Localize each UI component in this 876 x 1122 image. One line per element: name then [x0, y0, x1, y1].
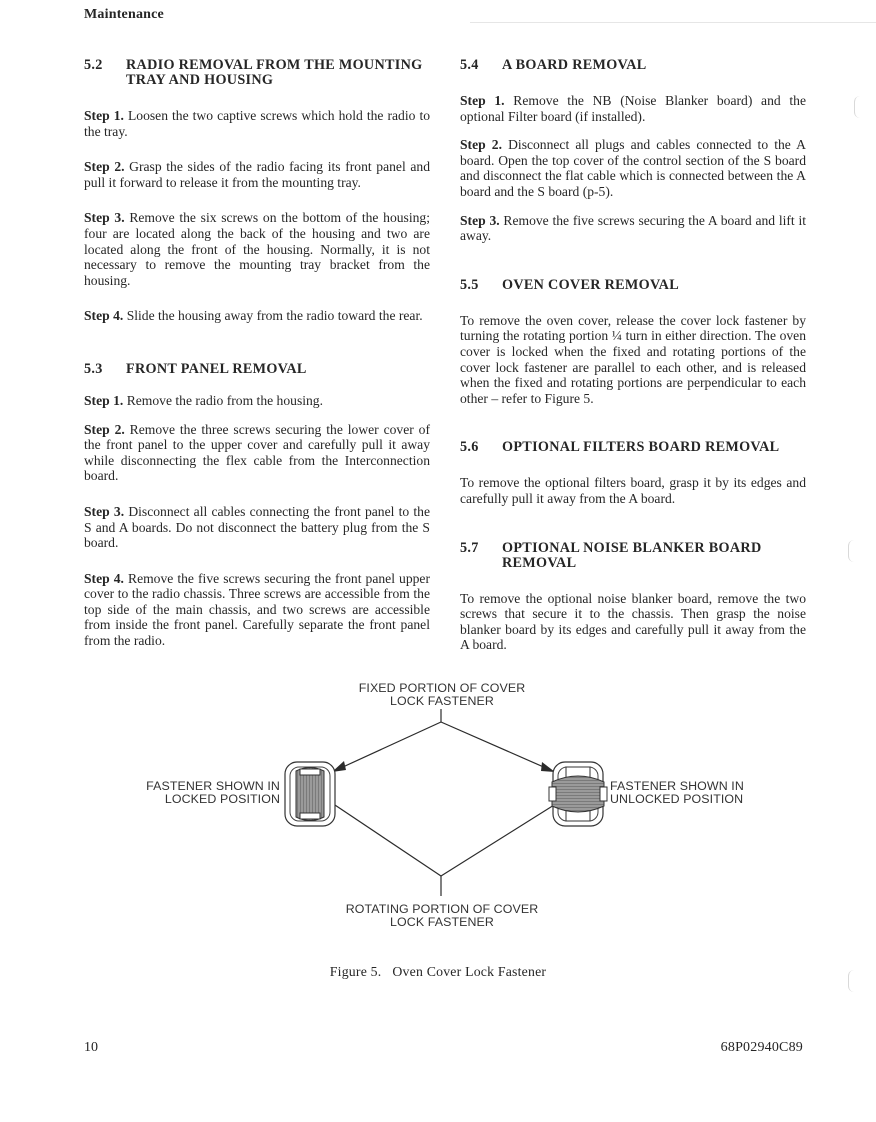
label-line: UNLOCKED POSITION: [610, 792, 744, 806]
label-rotating-portion: [326, 903, 558, 929]
arrowheads: [311, 761, 580, 799]
step-text: Remove the three screws securing the lower cover of the front panel to the upper cover and carefully pull it away while disconnecting the flex cable from the Interconnection board.: [84, 421, 430, 484]
label-unlocked-position: [610, 780, 770, 806]
section-5-5-heading: [460, 278, 806, 293]
margin-mark: [848, 540, 855, 562]
section-paragraph: To remove the oven cover, release the cover lock fastener by turning the rotating portion ¼ turn in either direction. The oven cover is locked when the fixed and rotating portions of the cover lock fastener are parallel to each other, and is released when the fixed and rotating portions are perpendicular to each other – refer to Figure 5.: [460, 312, 806, 406]
label-line: FASTENER SHOWN IN: [146, 779, 280, 793]
label-fixed-portion: [342, 682, 542, 708]
label-line: FIXED PORTION OF COVER: [358, 681, 526, 695]
step: [84, 393, 430, 409]
section-paragraph: To remove the optional noise blanker board, remove the two screws that secure it to the chassis. Then grasp the noise blanker board by its edges and carefully pull it away from the A board.: [460, 590, 806, 653]
section-number: 5.6: [460, 439, 479, 456]
step: [84, 108, 430, 139]
section-number: 5.7: [460, 539, 479, 556]
step-text: Loosen the two captive screws which hold the radio to the tray.: [84, 108, 431, 139]
document-code: 68P02940C89: [720, 1040, 803, 1055]
unlocked-fastener: [549, 762, 607, 826]
step-text: Remove the NB (Noise Blanker board) and the optional Filter board (if installed).: [460, 93, 806, 124]
step: [84, 504, 430, 551]
step-label: Step 4.: [84, 570, 124, 586]
section-5-6-heading: [460, 440, 806, 455]
step: [84, 571, 430, 649]
step-text: Grasp the sides of the radio facing its front panel and pull it forward to release it from the mounting tray.: [84, 159, 430, 190]
step-text: Slide the housing away from the radio toward the rear.: [126, 308, 423, 324]
right-column: [460, 58, 806, 653]
section-header-label: Maintenance: [84, 7, 164, 22]
label-line: LOCK FASTENER: [390, 915, 494, 929]
leader-lines: [314, 709, 578, 896]
step: [460, 137, 806, 199]
step-label: Step 3.: [460, 212, 500, 228]
step-text: Remove the five screws securing the front panel upper cover to the radio chassis. Three screws are accessible from the top side of the main chassis, and two screws are accessible from inside the front panel. Carefully separate the front panel from the radio.: [84, 570, 430, 649]
step-label: Step 4.: [84, 308, 124, 324]
section-title: FRONT PANEL REMOVAL: [126, 360, 307, 377]
step-label: Step 1.: [84, 108, 124, 123]
label-line: ROTATING PORTION OF COVER: [345, 902, 539, 916]
section-5-4-heading: [460, 58, 806, 73]
step-label: Step 1.: [84, 392, 124, 408]
step-text: Remove the radio from the housing.: [126, 392, 324, 408]
label-line: LOCK FASTENER: [390, 694, 494, 708]
step-label: Step 3.: [84, 503, 125, 519]
section-number: 5.5: [460, 276, 479, 293]
step-label: Step 2.: [460, 137, 502, 153]
section-title: RADIO REMOVAL FROM THE MOUNTING TRAY AND HOUSING: [126, 57, 423, 88]
margin-mark: [854, 96, 861, 118]
step-text: Disconnect all plugs and cables connected to the A board. Open the top cover of the control section of the S board and disconnect the flat cable which is connected between the A board and the S board (p-5).: [460, 137, 807, 199]
step: [84, 159, 430, 190]
step-text: Disconnect all cables connecting the front panel to the S and A boards. Do not disconnect the battery plug from the S board.: [84, 503, 430, 551]
figure-caption: Figure 5. Oven Cover Lock Fastener: [329, 964, 547, 979]
step-label: Step 2.: [84, 159, 125, 175]
page-number: 10: [84, 1040, 98, 1055]
section-paragraph: To remove the optional filters board, grasp it by its edges and carefully pull it away from the A board.: [460, 475, 806, 506]
step: [84, 308, 430, 324]
section-title: OPTIONAL FILTERS BOARD REMOVAL: [502, 439, 780, 456]
left-column: [84, 58, 430, 649]
step-text: Remove the five screws securing the A board and lift it away.: [460, 212, 806, 244]
label-line: LOCKED POSITION: [164, 792, 280, 806]
label-locked-position: [130, 780, 280, 806]
step-label: Step 1.: [460, 93, 505, 108]
step: [460, 213, 806, 244]
section-number: 5.3: [84, 360, 103, 377]
section-5-7-heading: [460, 541, 806, 571]
section-title: OPTIONAL NOISE BLANKER BOARD REMOVAL: [502, 539, 762, 571]
margin-mark: [848, 970, 855, 992]
step: [84, 210, 430, 288]
step: [84, 422, 430, 484]
section-title: OVEN COVER REMOVAL: [502, 276, 679, 293]
section-5-2-heading: [84, 58, 430, 88]
section-5-3-heading: [84, 362, 430, 377]
step-text: Remove the six screws on the bottom of the housing; four are located along the back of the housing and two are located along the front of the housing. Normally, it is not necessary to remove the mounting tray bracket from the housing.: [84, 210, 430, 288]
step: [460, 93, 806, 124]
header-rule: [470, 22, 876, 23]
step-label: Step 2.: [84, 421, 125, 437]
locked-fastener: [285, 762, 335, 826]
section-title: A BOARD REMOVAL: [502, 57, 647, 73]
section-number: 5.2: [84, 57, 103, 73]
label-line: FASTENER SHOWN IN: [610, 779, 744, 793]
step-label: Step 3.: [84, 210, 125, 226]
section-number: 5.4: [460, 57, 479, 73]
